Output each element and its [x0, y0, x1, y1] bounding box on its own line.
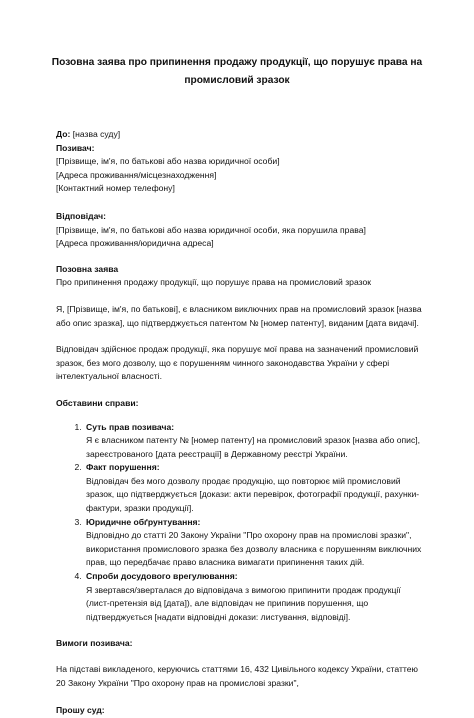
court-name: [назва суду] [70, 129, 121, 139]
plaintiff-label: Позивач: [56, 142, 95, 153]
defendant-name: [Прізвище, ім'я, по батькові або назва юридичної особи, яка порушила права] [56, 224, 366, 235]
plaintiff-phone: [Контактний номер телефону] [56, 183, 175, 194]
plaintiff-address: [Адреса проживання/місцезнаходження] [56, 169, 217, 180]
title-line-1: Позовна заява про припинення продажу продукції, що порушує права на [51, 57, 423, 68]
circumstance-text: Я є власником патенту № [номер патенту] на промисловий зразок [назва або опис], зареєстрованого [дата реєстрації] в Державному реєстрі України. [86, 435, 421, 459]
circumstances-list [56, 421, 426, 625]
demands-heading: Вимоги позивача: [56, 638, 133, 649]
claim-heading: Позовна заява [56, 263, 119, 274]
circumstance-label: Суть прав позивача: [86, 421, 175, 432]
circumstance-label: Юридичне обґрунтування: [86, 516, 201, 527]
list-item [84, 421, 426, 462]
defendant-label: Відповідач: [56, 210, 107, 221]
to-label: До: [56, 129, 71, 139]
claim-subject: Про припинення продажу продукції, що порушує права на промисловий зразок [56, 277, 372, 288]
court-line [56, 128, 426, 142]
circumstance-text: Я звертався/зверталася до відповідача з вимогою припинити продаж продукції (лист-претензія від [дата]), але відповідач не припинив порушення, що підтверджується [надати відповідні докази: листування, відповіді]. [86, 584, 401, 622]
plaintiff-name: [Прізвище, ім'я, по батькові або назва юридичної особи] [56, 156, 280, 167]
list-item [84, 570, 426, 624]
document-title [40, 54, 434, 90]
circumstance-text: Відповідно до статті 20 Закону України "Про охорону прав на промислові зразки", використання промислового зразка без дозволу власника є порушенням виключних прав, що передбачає право власника вимагати припинення таких дій. [86, 530, 422, 568]
list-item [84, 516, 426, 570]
circumstance-label: Факт порушення: [86, 462, 160, 473]
demands-text: На підставі викладеного, керуючись статтями 16, 432 Цивільного кодексу України, статтею 20 Закону України "Про охорону прав на промислові зразки", [56, 664, 418, 688]
circumstance-text: Відповідач без мого дозволу продає продукцію, що повторює мій промисловий зразок, що підтверджується [докази: акти перевірок, фотографії продукції, рахунки-фактури, зразки продукції]. [86, 475, 420, 514]
circumstances-heading: Обставини справи: [56, 397, 139, 408]
defendant-address: [Адреса проживання/юридична адреса] [56, 238, 214, 249]
title-line-2: промисловий зразок [184, 75, 290, 86]
circumstance-label: Спроби досудового врегулювання: [86, 571, 238, 582]
list-item [84, 461, 426, 515]
paragraph-owner: Я, [Прізвище, ім'я, по батькові], є власником виключних прав на промисловий зразок [назва або опис зразка], що підтверджується патентом № [номер патенту], виданим [дата видачі]. [56, 303, 422, 328]
request-heading: Прошу суд: [56, 705, 105, 716]
document-body [56, 128, 426, 718]
paragraph-violation: Відповідач здійснює продаж продукції, яка порушує мої права на зазначений промисловий зразок, без мого дозволу, що є порушенням чинного законодавства України у сфері інтелектуальної власності. [56, 344, 419, 382]
